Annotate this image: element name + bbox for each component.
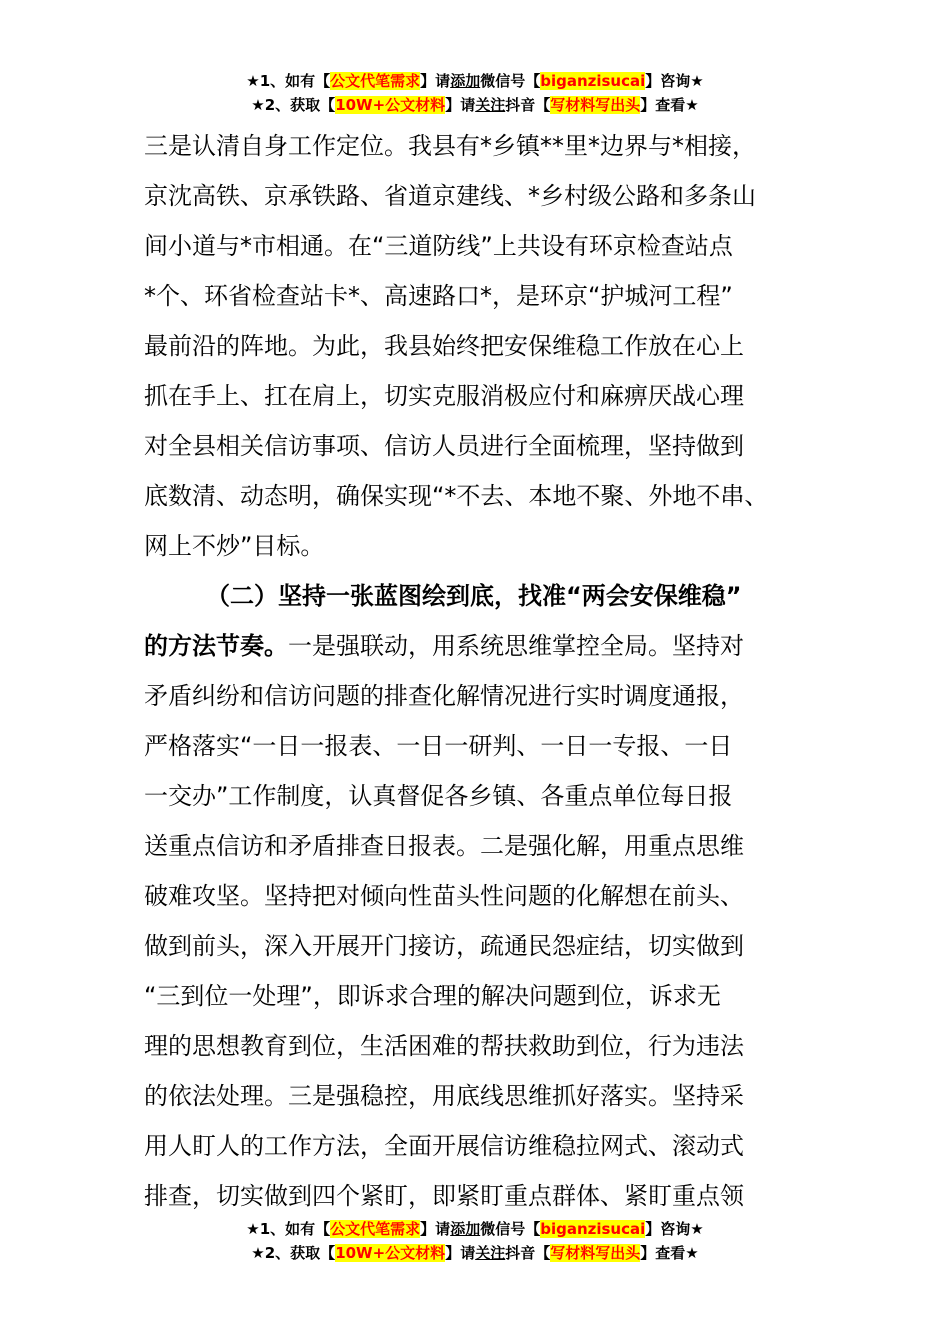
banner-text: ★1、如有【 <box>246 72 331 90</box>
highlight-service: 公文代笔需求 <box>330 1220 421 1238</box>
highlight-materials: 10W+公文材料 <box>335 1244 446 1262</box>
banner-text: ★2、获取【 <box>251 96 336 114</box>
paragraph-line: *个、环省检查站卡*、高速路口*，是环京“护城河工程” <box>144 282 733 310</box>
paragraph-line: 送重点信访和矛盾排查日报表。二是强化解，用重点思维 <box>144 832 744 860</box>
banner-text: ★1、如有【 <box>246 1220 331 1238</box>
banner-text: 】咨询★ <box>645 1220 704 1238</box>
highlight-service: 公文代笔需求 <box>330 72 421 90</box>
banner-text: 】请 <box>420 72 451 90</box>
paragraph-line: 抓在手上、扛在肩上，切实克服消极应付和麻痹厌战心理 <box>144 382 744 410</box>
paragraph-text: 一是强联动，用系统思维掌控全局。坚持对 <box>288 632 744 660</box>
highlight-materials: 10W+公文材料 <box>335 96 446 114</box>
paragraph-line: 用人盯人的工作方法，全面开展信访维稳拉网式、滚动式 <box>144 1132 744 1160</box>
paragraph-line: 一交办”工作制度，认真督促各乡镇、各重点单位每日报 <box>144 782 733 810</box>
paragraph-line: 严格落实“一日一报表、一日一研判、一日一专报、一日 <box>144 732 733 760</box>
highlight-wechat-id: biganzisucai <box>540 1220 646 1238</box>
banner-text: 抖音【 <box>505 96 551 114</box>
paragraph-line: 间小道与*市相通。在“三道防线”上共设有环京检查站点 <box>144 232 733 260</box>
paragraph-line: 做到前头，深入开展开门接访，疏通民怨症结，切实做到 <box>144 932 744 960</box>
banner-underline: 添加 <box>450 72 481 90</box>
banner-underline: 关注 <box>475 96 506 114</box>
paragraph-line: 矛盾纠纷和信访问题的排查化解情况进行实时调度通报， <box>144 682 744 710</box>
banner-line-2 <box>0 1241 950 1265</box>
banner-text: 】请 <box>445 1244 476 1262</box>
paragraph-line: 最前沿的阵地。为此，我县始终把安保维稳工作放在心上 <box>144 332 744 360</box>
paragraph-line <box>144 621 834 671</box>
banner-text: 】查看★ <box>640 1244 699 1262</box>
banner-line-1 <box>0 69 950 93</box>
banner-text: 】查看★ <box>640 96 699 114</box>
highlight-douyin-id: 写材料写出头 <box>550 96 641 114</box>
banner-text: ★2、获取【 <box>251 1244 336 1262</box>
banner-text: 】请 <box>420 1220 451 1238</box>
paragraph-line: 的依法处理。三是强稳控，用底线思维抓好落实。坚持采 <box>144 1082 744 1110</box>
banner-text: 抖音【 <box>505 1244 551 1262</box>
banner-line-2 <box>0 93 950 117</box>
document-body <box>144 121 834 1221</box>
banner-text: 】咨询★ <box>645 72 704 90</box>
highlight-douyin-id: 写材料写出头 <box>550 1244 641 1262</box>
paragraph-line: 破难攻坚。坚持把对倾向性苗头性问题的化解想在前头、 <box>144 882 744 910</box>
banner-text: 】请 <box>445 96 476 114</box>
paragraph-line: 底数清、动态明，确保实现“*不去、本地不聚、外地不串、 <box>144 482 769 510</box>
banner-text: 微信号【 <box>480 72 541 90</box>
paragraph-line: “三到位一处理”，即诉求合理的解决问题到位，诉求无 <box>144 982 721 1010</box>
paragraph-line: 网上不炒”目标。 <box>144 532 325 560</box>
paragraph-line: 对全县相关信访事项、信访人员进行全面梳理，坚持做到 <box>144 432 744 460</box>
paragraph-line: 三是认清自身工作定位。我县有*乡镇**里*边界与*相接， <box>144 132 756 160</box>
paragraph-line: 理的思想教育到位，生活困难的帮扶救助到位，行为违法 <box>144 1032 744 1060</box>
highlight-wechat-id: biganzisucai <box>540 72 646 90</box>
section-heading: （二）坚持一张蓝图绘到底，找准“两会安保维稳” <box>206 582 742 610</box>
banner-line-1 <box>0 1217 950 1241</box>
paragraph-line: 排查，切实做到四个紧盯，即紧盯重点群体、紧盯重点领 <box>144 1182 744 1210</box>
bottom-banner <box>0 1217 950 1265</box>
banner-underline: 关注 <box>475 1244 506 1262</box>
section-heading-tail: 的方法节奏。 <box>144 632 288 660</box>
paragraph-line: 京沈高铁、京承铁路、省道京建线、*乡村级公路和多条山 <box>144 182 756 210</box>
top-banner <box>0 69 950 117</box>
banner-text: 微信号【 <box>480 1220 541 1238</box>
banner-underline: 添加 <box>450 1220 481 1238</box>
